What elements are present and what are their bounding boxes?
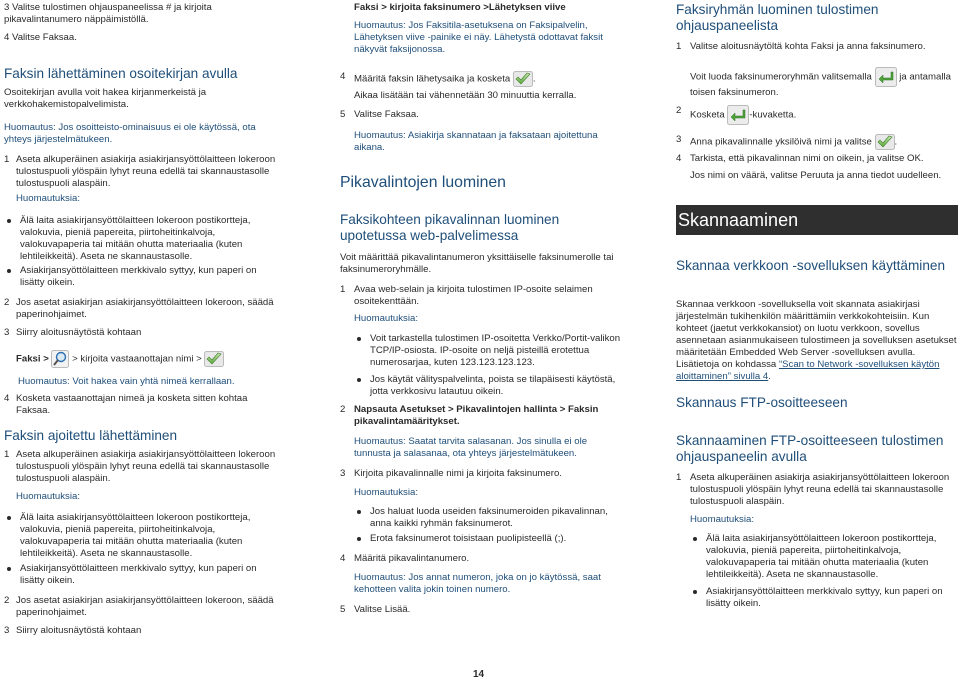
notes-heading: Huomautuksia: bbox=[16, 193, 80, 204]
notes-heading: Huomautuksia: bbox=[690, 514, 754, 525]
note-password: Huomautus: Saatat tarvita salasanan. Jos sinulla ei ole tunnusta ja salasanaa, ota yhteys järjestelmätukeen. bbox=[354, 436, 588, 459]
note-scheduled: Huomautus: Asiakirja skannataan ja faksataan ajoitettuna aikana. bbox=[354, 130, 598, 153]
page-link[interactable]: “Scan to Network -sovelluksen käytön aloittaminen” sivulla 4 bbox=[676, 359, 940, 382]
section-heading-ews-shortcut: Faksikohteen pikavalinnan luominen upotetussa web-palvelimessa bbox=[340, 212, 560, 243]
step-4-detail: Jos nimi on väärä, valitse Peruuta ja anna tiedot uudelleen. bbox=[690, 170, 942, 181]
notes-heading: Huomautuksia: bbox=[354, 487, 418, 498]
notes-heading: Huomautuksia: bbox=[16, 491, 80, 502]
chapter-banner-scanning: Skannaaminen bbox=[676, 205, 958, 235]
section-heading-fax-group: Faksiryhmän luominen tulostimen ohjauspaneelista bbox=[676, 2, 879, 33]
checkmark-icon bbox=[204, 351, 224, 367]
paragraph-scan-to-network: Skannaa verkkoon -sovelluksella voit skannata asiakirjasi järjestelmän tukihenkilön määrittämiin verkkokohteisiin. Kun kohteet (jaetut verkkokansiot) on luotu verkkoon, sovellus asennetaan asianmukaiseen tulostimeen ja sovelluksen asetukset määritetään Embedded Web Server -sovelluksen avulla. Lisätietoja on kohdassa “Scan to Network -sovelluksen käytön aloittaminen” sivulla 4. bbox=[676, 299, 957, 382]
step-1-detail: Voit luoda faksinumeroryhmän valitsemalla ja antamalla toisen faksinumeron. bbox=[690, 67, 958, 99]
search-icon bbox=[51, 350, 69, 368]
section-heading-scheduled-fax: Faksin ajoitettu lähettäminen bbox=[4, 428, 178, 443]
back-arrow-icon bbox=[727, 105, 749, 125]
back-arrow-icon bbox=[875, 67, 897, 87]
section-heading-ftp: Skannaus FTP-osoitteeseen bbox=[676, 395, 848, 410]
step-4-detail: Aikaa lisätään tai vähennetään 30 minuuttia kerralla. bbox=[354, 90, 577, 101]
section-heading-scan-to-network: Skannaa verkkoon -sovelluksen käyttäminen bbox=[676, 258, 946, 273]
section-heading-address-book: Faksin lähettäminen osoitekirjan avulla bbox=[4, 66, 238, 81]
step-4-text: 4 Valitse Faksaa. bbox=[4, 32, 77, 43]
path-line: Faksi > > kirjoita vastaanottajan nimi > bbox=[16, 350, 276, 368]
path-line: Faksi > kirjoita faksinumero >Lähetyksen viive bbox=[354, 2, 566, 13]
step-3-text: 3 Valitse tulostimen ohjauspaneelissa # ja kirjoita pikavalintanumero näppäimistöllä. bbox=[4, 2, 212, 25]
intro-text: Voit määrittää pikavalintanumeron yksittäiselle faksinumerolle tai faksinumeroryhmälle. bbox=[340, 252, 614, 275]
notes-heading: Huomautuksia: bbox=[354, 313, 418, 324]
section-heading-shortcuts: Pikavalintojen luominen bbox=[340, 174, 506, 191]
page-number: 14 bbox=[473, 669, 485, 680]
note-number-in-use: Huomautus: Jos annat numeron, joka on jo käytössä, saat kehotteen valita jokin toinen numero. bbox=[354, 572, 601, 595]
note-server-mode: Huomautus: Jos Faksitila-asetuksena on Faksipalvelin, Lähetyksen viive -painike ei näy. Lähetystä odottavat faksit näkyvät faksijonossa. bbox=[354, 20, 603, 55]
note-one-name: Huomautus: Voit hakea vain yhtä nimeä kerrallaan. bbox=[18, 376, 235, 387]
checkmark-icon bbox=[875, 134, 895, 150]
note-address-book: Huomautus: Jos osoitteisto-ominaisuus ei ole käytössä, ota yhteys järjestelmätukeen. bbox=[4, 122, 256, 145]
intro-text: Osoitekirjan avulla voit hakea kirjanmerkeistä ja verkkohakemistopalvelimista. bbox=[4, 87, 207, 110]
checkmark-icon bbox=[513, 71, 533, 87]
section-heading-ftp-panel: Skannaaminen FTP-osoitteeseen tulostimen ohjauspaneelin avulla bbox=[676, 433, 944, 464]
